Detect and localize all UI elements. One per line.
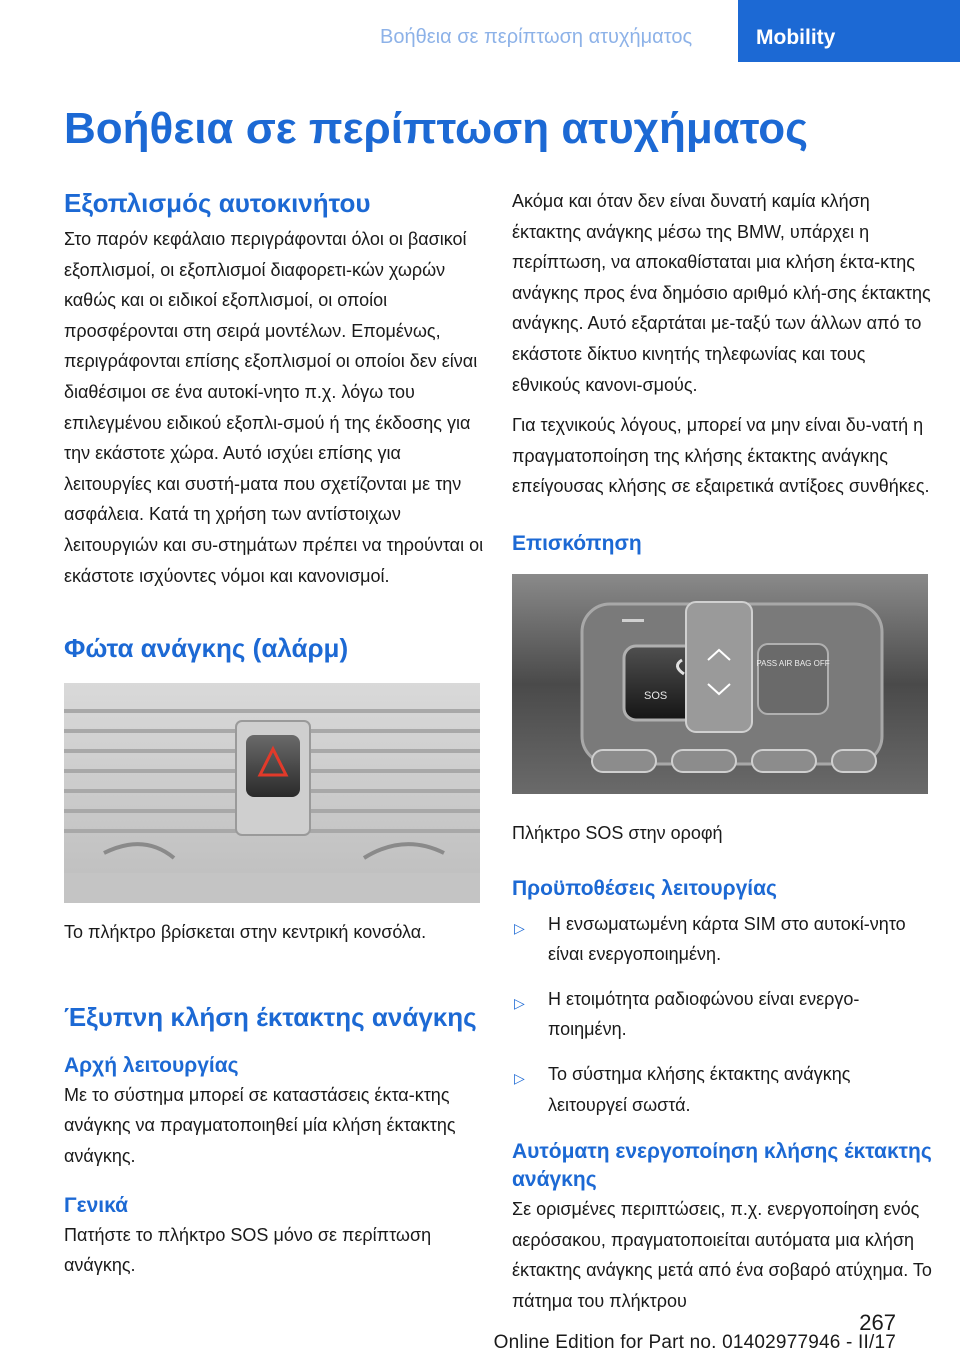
hazard-caption: Το πλήκτρο βρίσκεται στην κεντρική κονσόλα. — [64, 922, 427, 943]
triangle-bullet-icon: ▷ — [514, 919, 525, 936]
smart-call-heading: Έξυπνη κλήση έκτακτης ανάγκης — [64, 1001, 477, 1032]
hazard-heading: Φώτα ανάγκης (αλάρμ) — [64, 633, 349, 664]
general-text: Πατήστε το πλήκτρο SOS μόνο σε περίπτωση ανάγκης. — [64, 1224, 432, 1276]
right-column — [512, 186, 932, 1316]
roof-console-illustration — [512, 574, 928, 794]
list-item-text: Το σύστημα κλήσης έκτακτης ανάγκης λειτουργεί σωστά. — [548, 1063, 851, 1115]
requirements-heading: Προϋποθέσεις λειτουργίας — [512, 876, 777, 900]
header-section-title: Βοήθεια σε περίπτωση ατυχήματος — [380, 26, 693, 48]
sos-caption: Πλήκτρο SOS στην οροφή — [512, 822, 723, 843]
requirements-list — [512, 909, 932, 1121]
list-item — [512, 909, 932, 970]
list-item-text: Η ενσωματωμένη κάρτα SIM στο αυτοκί‐νητο είναι ενεργοποιημένη. — [548, 913, 906, 965]
header-chapter-tab[interactable]: Mobility — [738, 0, 960, 62]
left-column — [64, 186, 484, 1281]
page-header — [0, 0, 960, 64]
list-item — [512, 984, 932, 1045]
equipment-heading: Εξοπλισμός αυτοκινήτου — [64, 188, 371, 218]
page-footer — [0, 1310, 960, 1362]
equipment-text: Στο παρόν κεφάλαιο περιγράφονται όλοι οι βασικοί εξοπλισμοί, οι εξοπλισμοί διαφορετι‐κών χωρών καθώς και οι ειδικοί εξοπλισμοί, οι οποίοι προσφέρονται στη σειρά μοντέλων. Επομένως, περιγράφονται επίσης εξοπλισμοί οι οποίοι δεν είναι διαθέσιμοι σε ένα αυτοκί‐νητο π.χ. λόγω του επιλεγμένου ειδικού εξοπλι‐σμού ή της έκδοσης για την εκάστοτε χώρα. Αυτό ισχύει επίσης για λειτουργίες και συστή‐ματα που σχετίζονται με την ασφάλεια. Κατά τη χρήση των αντίστοιχων λειτουργιών και συ‐στημάτων πρέπει να τηρούνται οι εκάστοτε ισχύοντες νόμοι και κανονισμοί. — [64, 229, 484, 586]
intro-text-1: Ακόμα και όταν δεν είναι δυνατή καμία κλήση έκτακτης ανάγκης μέσω της BMW, υπάρχει η περίπτωση, να αποκαθίσταται μια κλήση έκτα‐κτης ανάγκης προς ένα δημόσιο αριθμό κλή‐σης έκτακτης ανάγκης. Αυτό εξαρτάται με‐ταξύ των άλλων από το εκάστοτε δίκτυο κινητής τηλεφωνίας και τους εθνικούς κανονι‐σμούς. — [512, 191, 931, 395]
intro-text-2: Για τεχνικούς λόγους, μπορεί να μην είναι δυ‐νατή η πραγματοποίηση της κλήσης έκτακτης ανάγκης επείγουσας κλήσης σε εξαιρετικά αντίξοες συνθήκες. — [512, 415, 930, 497]
hazard-console-illustration — [64, 683, 480, 903]
general-heading: Γενικά — [64, 1193, 129, 1217]
principle-heading: Αρχή λειτουργίας — [64, 1053, 239, 1077]
principle-text: Με το σύστημα μπορεί σε καταστάσεις έκτα‐κτης ανάγκης να πραγματοποιηθεί μία κλήση έκτακτης ανάγκης. — [64, 1084, 456, 1166]
page-title: Βοήθεια σε περίπτωση ατυχήματος — [64, 104, 809, 153]
page-number: 267 — [859, 1310, 896, 1335]
edition-note: Online Edition for Part no. 01402977946 - II/17 — [493, 1332, 896, 1353]
list-item-text: Η ετοιμότητα ραδιοφώνου είναι ενεργο‐ποιημένη. — [548, 988, 860, 1040]
auto-activation-text: Σε ορισμένες περιπτώσεις, π.χ. ενεργοποίηση ενός αερόσακου, πραγματοποιείται αυτόματα μια κλήση έκτακτης ανάγκης μετά από ένα σοβαρό ατύχημα. Το πάτημα του πλήκτρου — [512, 1199, 932, 1311]
hazard-button-photo — [64, 683, 480, 903]
sos-button-photo — [512, 574, 928, 794]
triangle-bullet-icon: ▷ — [514, 994, 525, 1011]
sos-key-label: SOS — [644, 689, 668, 702]
list-item — [512, 1059, 932, 1120]
triangle-bullet-icon: ▷ — [514, 1069, 525, 1086]
overview-heading: Επισκόπηση — [512, 531, 642, 555]
airbag-key-label: PASS AIR BAG OFF — [756, 658, 830, 668]
auto-activation-heading: Αυτόματη ενεργοποίηση κλήσης έκτακτης ανάγκης — [512, 1140, 932, 1192]
